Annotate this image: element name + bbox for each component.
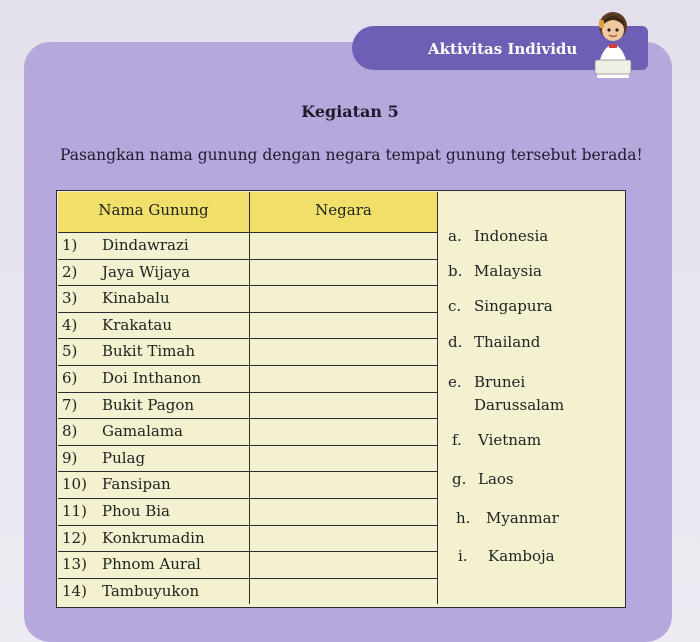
country-answer-cell[interactable] — [250, 526, 438, 552]
table-row — [58, 578, 438, 605]
row-number: 13) — [62, 555, 87, 574]
option-c: c. Singapura — [448, 297, 553, 315]
row-number: 3) — [62, 289, 78, 308]
instruction-text: Pasangkan nama gunung dengan negara tempat gunung tersebut berada! — [60, 146, 643, 164]
country-answer-cell[interactable] — [250, 339, 438, 365]
mountain-name: Gamalama — [102, 422, 183, 441]
table-row — [58, 471, 438, 498]
option-h: h. Myanmar — [456, 509, 559, 527]
option-e: e. Brunei Darussalam — [448, 373, 565, 414]
country-answer-cell[interactable] — [250, 499, 438, 525]
option-d: d. Thailand — [448, 333, 541, 351]
mountain-name: Phnom Aural — [102, 555, 201, 574]
table-row — [58, 365, 438, 392]
student-mascot-icon — [585, 8, 641, 78]
option-b: b. Malaysia — [448, 262, 542, 280]
mountain-name: Doi Inthanon — [102, 368, 202, 387]
table-row — [58, 338, 438, 365]
activity-badge-label: Aktivitas Individu — [428, 40, 578, 58]
country-answer-cell[interactable] — [250, 552, 438, 578]
table-row — [58, 312, 438, 339]
country-answer-cell[interactable] — [250, 233, 438, 259]
table-row — [58, 232, 438, 259]
option-g: g. Laos — [452, 470, 514, 488]
country-answer-cell[interactable] — [250, 446, 438, 472]
mountain-name: Krakatau — [102, 315, 172, 334]
row-number: 7) — [62, 395, 78, 414]
country-answer-cell[interactable] — [250, 313, 438, 339]
row-number: 4) — [62, 315, 78, 334]
country-answer-cell[interactable] — [250, 579, 438, 605]
mountain-name: Bukit Pagon — [102, 395, 195, 414]
table-row — [58, 551, 438, 578]
row-number: 9) — [62, 448, 78, 467]
row-number: 8) — [62, 422, 78, 441]
table-row — [58, 285, 438, 312]
table-row — [58, 525, 438, 552]
row-number: 11) — [62, 501, 87, 520]
country-answer-cell[interactable] — [250, 286, 438, 312]
row-number: 5) — [62, 342, 78, 361]
country-answer-cell[interactable] — [250, 260, 438, 286]
row-number: 12) — [62, 528, 87, 547]
country-answer-cell[interactable] — [250, 393, 438, 419]
mountain-rows — [58, 232, 438, 604]
country-answer-cell[interactable] — [250, 366, 438, 392]
row-number: 14) — [62, 581, 87, 600]
option-f: f. Vietnam — [452, 431, 542, 449]
header-country: Negara — [250, 192, 438, 232]
option-a: a. Indonesia — [448, 227, 549, 245]
table-header — [58, 192, 438, 232]
activity-title: Kegiatan 5 — [301, 102, 399, 121]
table-row — [58, 418, 438, 445]
header-mountain-name: Nama Gunung — [58, 192, 250, 232]
mountain-name: Phou Bia — [102, 501, 170, 520]
table-row — [58, 498, 438, 525]
row-number: 6) — [62, 368, 78, 387]
country-answer-cell[interactable] — [250, 472, 438, 498]
mountain-name: Jaya Wijaya — [102, 262, 191, 281]
mountain-name: Bukit Timah — [102, 342, 195, 361]
table-row — [58, 445, 438, 472]
row-number: 10) — [62, 475, 87, 494]
row-number: 2) — [62, 262, 78, 281]
mountain-name: Dindawrazi — [102, 236, 189, 254]
table-row — [58, 392, 438, 419]
mountain-name: Kinabalu — [102, 289, 170, 308]
mountain-name: Konkrumadin — [102, 528, 205, 547]
mountain-name: Fansipan — [102, 475, 171, 494]
country-answer-cell[interactable] — [250, 419, 438, 445]
mountain-name: Pulag — [102, 448, 146, 467]
mountain-name: Tambuyukon — [102, 581, 200, 600]
row-number: 1) — [62, 236, 78, 254]
table-row — [58, 259, 438, 286]
option-i: i. Kamboja — [458, 547, 555, 565]
